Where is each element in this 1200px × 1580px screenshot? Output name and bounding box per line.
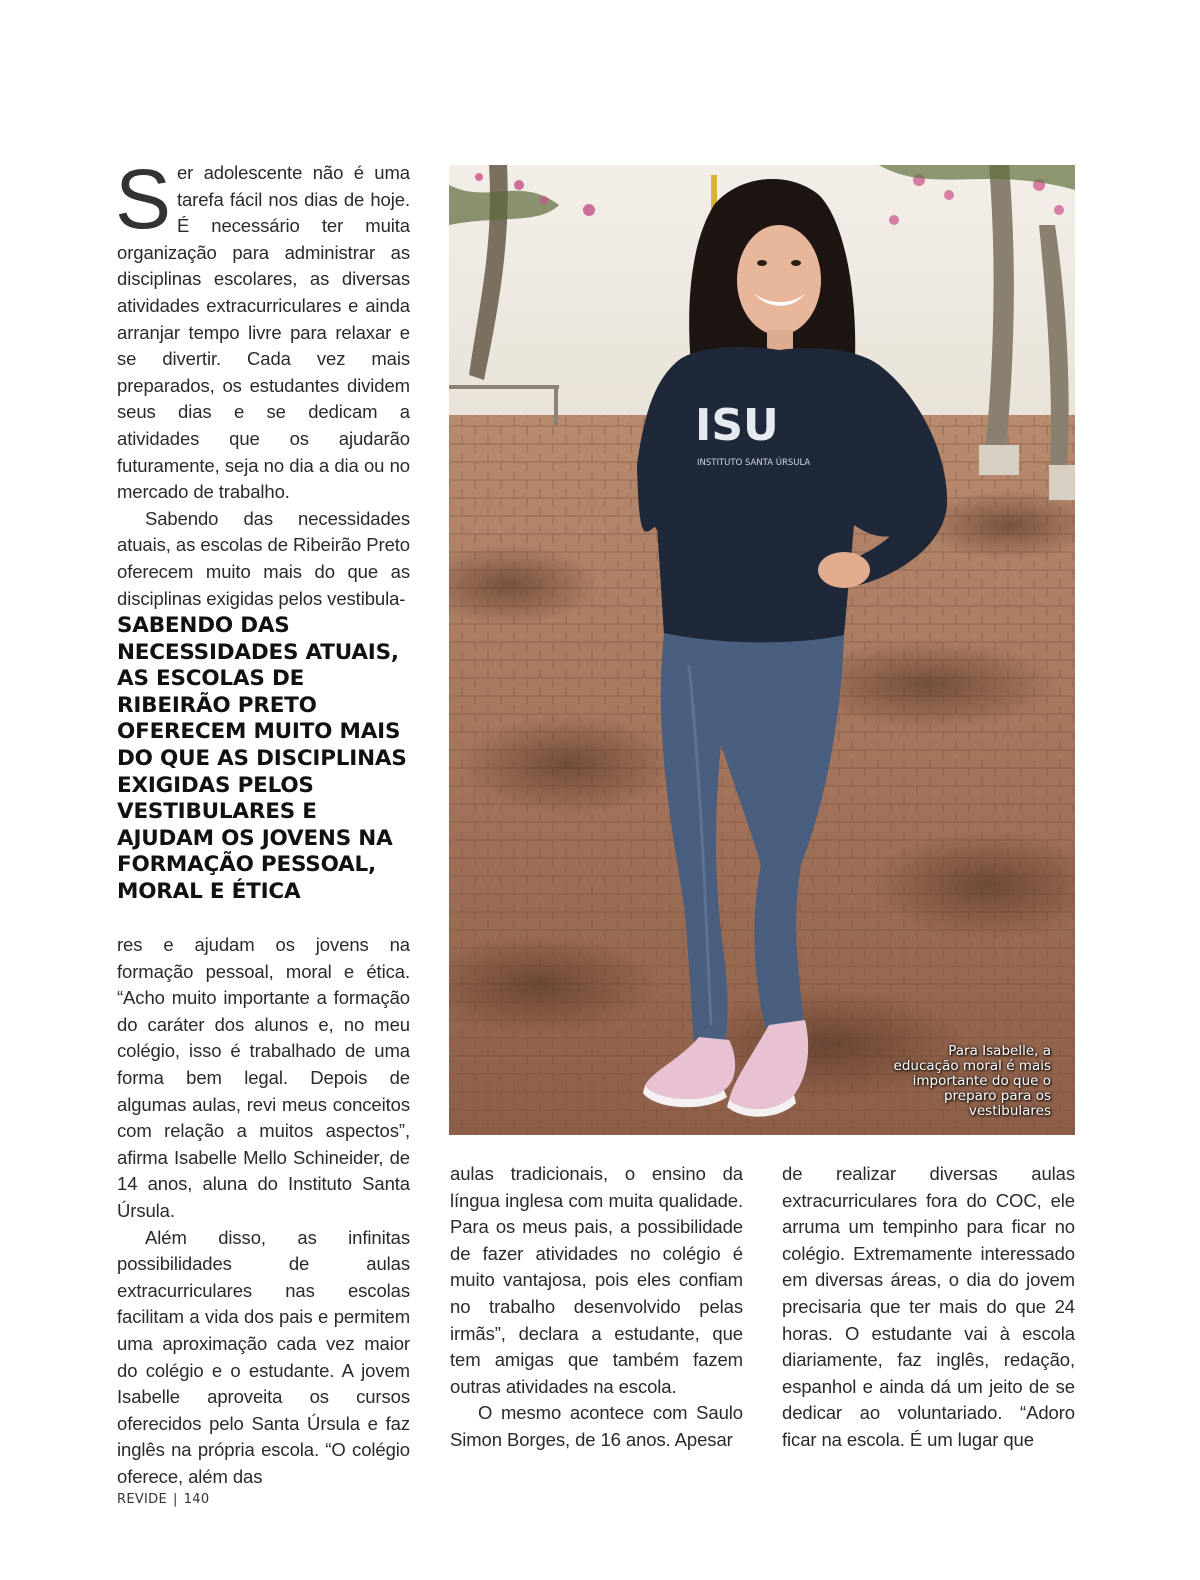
drop-cap: S [115, 152, 171, 246]
paragraph: aulas tradicionais, o ensino da língua inglesa com muita qualidade. Para os meus pais, a possibilidade de fazer atividades no colégio é muito vantajosa, pois eles confiam no trabalho desenvolvido pelas irmãs”, declara a estudante, que tem amigas que também fazem outras atividades na escola. [450, 1163, 743, 1397]
article-column-1-continued [117, 932, 410, 1490]
article-column-2 [450, 1161, 743, 1454]
paragraph: er adolescente não é uma tarefa fácil nos dias de hoje. É necessário ter muita organização para administrar as disciplinas escolares, as diversas atividades extracurriculares e ainda arranjar tempo livre para relaxar e se divertir. Cada vez mais preparados, os estudantes dividem seus dias e se dedicam a atividades que os ajudarão futuramente, seja no dia a dia ou no mercado de trabalho. [117, 162, 410, 503]
article-column-3 [782, 1161, 1075, 1454]
article-column-1 [115, 152, 410, 612]
student-photo-illustration [449, 165, 1075, 1135]
footer-separator: | [173, 1492, 178, 1507]
paragraph: O mesmo acontece com Saulo Simon Borges, de 16 anos. Apesar [450, 1402, 743, 1450]
page-footer [117, 1492, 209, 1507]
paragraph: Sabendo das necessidades atuais, as escolas de Ribeirão Preto oferecem muito mais do que as disciplinas exigidas pelos vestibula- [117, 507, 410, 609]
article-photo [449, 165, 1075, 1135]
paragraph: Além disso, as infinitas possibilidades de aulas extracurriculares nas escolas facilitam a vida dos pais e permitem uma aproximação cada vez maior do colégio e o estudante. A jovem Isabelle aproveita os cursos oferecidos pelo Santa Úrsula e faz inglês na própria escola. “O colégio oferece, além das [117, 1226, 410, 1487]
paragraph: res e ajudam os jovens na formação pessoal, moral e ética. “Acho muito importante a formação do caráter dos alunos e, no meu colégio, isso é trabalhado de uma forma bem legal. Depois de algumas aulas, revi meus conceitos com relação a muitos aspectos”, afirma Isabelle Mello Schineider, de 14 anos, aluna do Instituto Santa Úrsula. [117, 934, 410, 1221]
sweatshirt-logo-text: ISU [695, 400, 779, 451]
pull-quote: SABENDO DAS NECESSIDADES ATUAIS, AS ESCOLAS DE RIBEIRÃO PRETO OFERECEM MUITO MAIS DO QUE AS DISCIPLINAS EXIGIDAS PELOS VESTIBULARES E AJUDAM OS JOVENS NA FORMAÇÃO PESSOAL, MORAL E ÉTICA [117, 613, 407, 904]
sweatshirt-subtext: INSTITUTO SANTA ÚRSULA [697, 458, 811, 468]
magazine-name: REVIDE [117, 1492, 167, 1507]
photo-caption: Para Isabelle, a educação moral é mais importante do que o preparo para os vestibulares [893, 1043, 1051, 1119]
page-number: 140 [183, 1492, 210, 1507]
paragraph: de realizar diversas aulas extracurriculares fora do COC, ele arruma um tempinho para ficar no colégio. Extremamente interessado em diversas áreas, o dia do jovem precisaria que ter mais do que 24 horas. O estudante vai à escola diariamente, faz inglês, redação, espanhol e ainda dá um jeito de se dedicar ao voluntariado. “Adoro ficar na escola. É um lugar que [782, 1163, 1075, 1450]
